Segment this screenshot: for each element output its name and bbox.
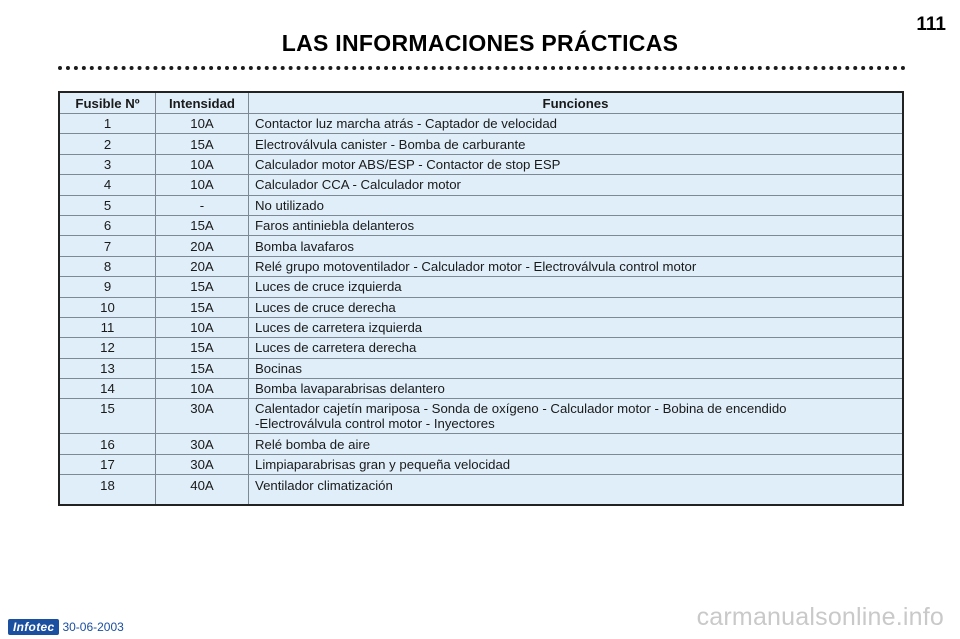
table-row <box>59 338 903 358</box>
fuse-amperage: 40A <box>156 475 249 506</box>
fuse-amperage: 15A <box>156 338 249 358</box>
fuse-amperage: 30A <box>156 399 249 434</box>
footer <box>8 619 124 635</box>
table-row <box>59 175 903 195</box>
fuse-function: Luces de carretera derecha <box>249 338 904 358</box>
fuse-amperage: 30A <box>156 454 249 474</box>
fuse-function: Faros antiniebla delanteros <box>249 215 904 235</box>
fuse-number: 17 <box>59 454 156 474</box>
dotted-divider <box>58 66 906 70</box>
fuse-number: 18 <box>59 475 156 506</box>
fuse-function: Calculador motor ABS/ESP - Contactor de stop ESP <box>249 154 904 174</box>
table-row <box>59 399 903 434</box>
fuse-number: 4 <box>59 175 156 195</box>
header-amperage: Intensidad <box>156 92 249 114</box>
fuse-number: 14 <box>59 379 156 399</box>
fuse-function: Limpiaparabrisas gran y pequeña velocidad <box>249 454 904 474</box>
fuse-amperage: 15A <box>156 277 249 297</box>
fuse-number: 16 <box>59 434 156 454</box>
table-row <box>59 475 903 506</box>
fuse-amperage: - <box>156 195 249 215</box>
fuse-number: 13 <box>59 358 156 378</box>
table-row <box>59 236 903 256</box>
watermark: carmanualsonline.info <box>696 603 944 631</box>
fuse-table <box>58 91 904 506</box>
table-row <box>59 256 903 276</box>
fuse-amperage: 10A <box>156 154 249 174</box>
fuse-amperage: 10A <box>156 317 249 337</box>
fuse-function: No utilizado <box>249 195 904 215</box>
table-row <box>59 277 903 297</box>
table-header-row <box>59 92 903 114</box>
table-row <box>59 317 903 337</box>
fuse-function: Luces de cruce derecha <box>249 297 904 317</box>
fuse-number: 2 <box>59 134 156 154</box>
fuse-amperage: 30A <box>156 434 249 454</box>
fuse-number: 6 <box>59 215 156 235</box>
fuse-function <box>249 399 904 434</box>
fuse-function: Luces de carretera izquierda <box>249 317 904 337</box>
page-number: 111 <box>916 14 946 35</box>
fuse-number: 5 <box>59 195 156 215</box>
infotec-logo: Infotec <box>8 619 59 635</box>
fuse-number: 15 <box>59 399 156 434</box>
fuse-amperage: 10A <box>156 175 249 195</box>
fuse-amperage: 10A <box>156 379 249 399</box>
fuse-function: Relé grupo motoventilador - Calculador motor - Electroválvula control motor <box>249 256 904 276</box>
fuse-function: Ventilador climatización <box>255 478 393 494</box>
header-fuse-number: Fusible Nº <box>59 92 156 114</box>
fuse-function: Calculador CCA - Calculador motor <box>249 175 904 195</box>
fuse-function: Contactor luz marcha atrás - Captador de velocidad <box>249 114 904 134</box>
fuse-amperage: 10A <box>156 114 249 134</box>
page-title: LAS INFORMACIONES PRÁCTICAS <box>281 30 679 56</box>
table-row <box>59 114 903 134</box>
fuse-number: 12 <box>59 338 156 358</box>
fuse-function: Bocinas <box>249 358 904 378</box>
fuse-function-line-2: -Electroválvula control motor - Inyectores <box>255 416 495 432</box>
fuse-function: Luces de cruce izquierda <box>249 277 904 297</box>
table-row <box>59 434 903 454</box>
fuse-function: Bomba lavafaros <box>249 236 904 256</box>
footer-date: 30-06-2003 <box>62 620 124 634</box>
fuse-number: 11 <box>59 317 156 337</box>
table-row <box>59 134 903 154</box>
fuse-number: 9 <box>59 277 156 297</box>
fuse-number: 1 <box>59 114 156 134</box>
fuse-amperage: 20A <box>156 256 249 276</box>
header-functions: Funciones <box>249 92 904 114</box>
fuse-amperage: 20A <box>156 236 249 256</box>
table-row <box>59 195 903 215</box>
table-row <box>59 154 903 174</box>
fuse-function-line-1: Calentador cajetín mariposa - Sonda de oxígeno - Calculador motor - Bobina de encendido <box>255 401 787 417</box>
fuse-number: 8 <box>59 256 156 276</box>
fuse-function: Relé bomba de aire <box>249 434 904 454</box>
table-row <box>59 358 903 378</box>
fuse-function: Electroválvula canister - Bomba de carburante <box>249 134 904 154</box>
fuse-number: 10 <box>59 297 156 317</box>
fuse-amperage: 15A <box>156 215 249 235</box>
fuse-amperage: 15A <box>156 358 249 378</box>
fuse-function: Bomba lavaparabrisas delantero <box>249 379 904 399</box>
table-row <box>59 297 903 317</box>
fuse-number: 7 <box>59 236 156 256</box>
fuse-amperage: 15A <box>156 134 249 154</box>
table-row <box>59 379 903 399</box>
table-row <box>59 215 903 235</box>
fuse-amperage: 15A <box>156 297 249 317</box>
table-row <box>59 454 903 474</box>
fuse-number: 3 <box>59 154 156 174</box>
